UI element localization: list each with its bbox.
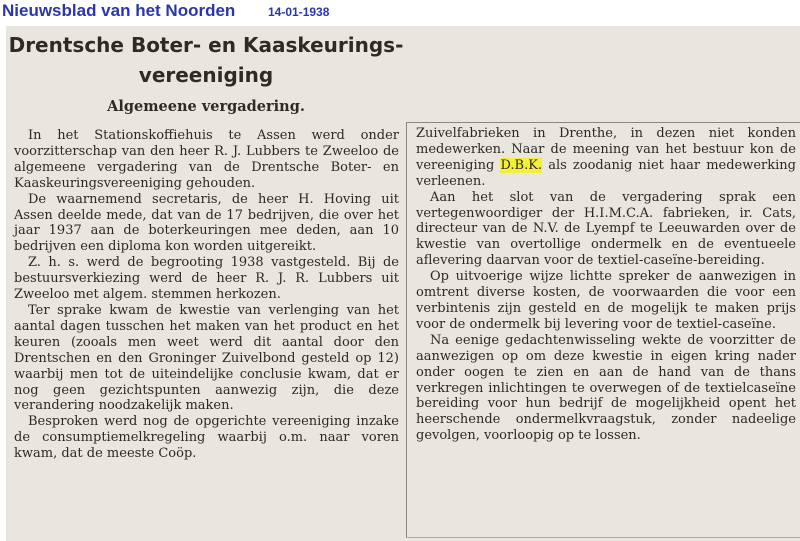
text-run: als zoodanig niet haar medewerking verleenen. [416,157,796,189]
column-divider [406,122,407,537]
paragraph: In het Stationskoffiehuis te Assen werd onder voorzitterschap van den heer R. J. Lubbers te Zweeloo de algemeene vergadering van de Drentsche Boter- en Kaaskeuringsvereeniging gehouden. [14,128,399,191]
left-column [14,128,399,462]
column-top-rule [406,122,800,123]
paragraph: Aan het slot van de vergadering sprak een vertegenwoordiger der H.I.M.C.A. fabrieken, ir. Cats, directeur van de N.V. de Lyempf te Leeuwarden over de kwestie van overtollige ondermelk en de eventueele aflevering daarvan voor de textiel-caseïne-bereiding. [416,189,796,269]
article-title-line-1: Drentsche Boter- en Kaaskeurings- [8,33,404,57]
article-title-line-2: vereeniging [138,63,274,87]
paragraph: Na eenige gedachtenwisseling wekte de voorzitter de aanwezigen op om deze kwestie in eigen kring nader onder oogen te zien en aan de hand van de thans verkregen inlichtingen te overwegen of de textielcaseïne bereiding voor hun bedrijf de mogelijkheid opent het heerschende ondermelkvraagstuk, zonder nadeelige gevolgen, voorloopig op te lossen. [416,332,796,444]
highlighted-term: D.B.K. [500,157,543,173]
text-run: Zuivelfabrieken in Drenthe, in dezen niet konden medewerken. Naar de meening van het bestuur kon de vereeniging [416,126,796,173]
paragraph: Z. h. s. werd de begrooting 1938 vastgesteld. Bij de bestuursverkiezing werd de heer R. J. R. Lubbers uit Zweeloo met algem. stemmen herkozen. [14,255,399,303]
newspaper-clipping [6,26,800,541]
article-title [6,30,406,90]
article-subtitle: Algemeene vergadering. [107,98,305,115]
paragraph: De waarnemend secretaris, de heer H. Hoving uit Assen deelde mede, dat van de 17 bedrijven, die over het jaar 1937 aan de boterkeuringen mee deden, aan 10 bedrijven een diploma kon worden uitgereikt. [14,191,399,255]
paragraph: Ter sprake kwam de kwestie van verlenging van het aantal dagen tusschen het maken van het product en het keuren (zooals men weet werd dit aantal door den Drentschen en den Groninger Zuivelbond gesteld op 12) waarbij men tot de uiteindelijke conclusie kwam, dat er nog geen gezichtspunten aanwezig zijn, die deze verandering noodzakelijk maken. [14,302,399,414]
page-header [0,0,800,26]
publication-date: 14-01-1938 [268,5,330,19]
column-bottom-rule [406,537,800,538]
newspaper-name: Nieuwsblad van het Noorden [2,1,236,20]
right-column [416,126,796,444]
paragraph: Besproken werd nog de opgerichte vereeniging inzake de consumptiemelkregeling waarbij o.m. naar voren kwam, dat de meeste Coöp. [14,414,399,462]
paragraph: Op uitvoerige wijze lichtte spreker de aanwezigen in omtrent diverse kosten, de voorwaarden die voor een verbintenis zijn gesteld en de mogelijk te maken prijs voor de ondermelk bij levering voor de textiel-caseïne. [416,269,796,332]
paragraph-continued [416,126,796,190]
